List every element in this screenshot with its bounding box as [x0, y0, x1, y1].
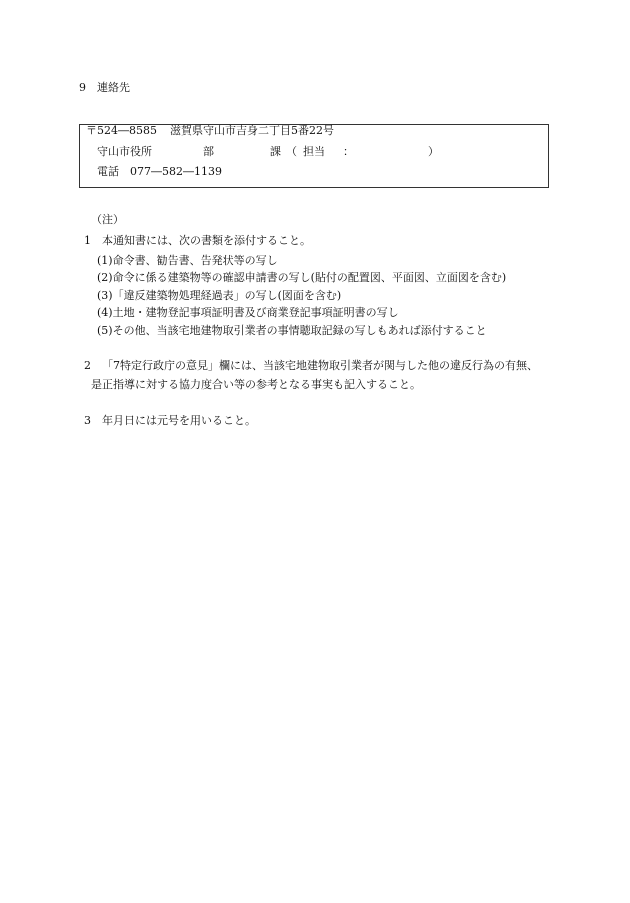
note-3-text: 年月日には元号を用いること。 — [102, 414, 256, 427]
note-3-number: 3 — [84, 414, 91, 427]
attachment-item-2: (2)命令に係る建築物等の確認申請書の写し(貼付の配置図、平面図、立面図を含む) — [97, 271, 507, 284]
note-2-line-1: 「7特定行政庁の意見」欄には、当該宅地建物取引業者が関与した他の違反行為の有無、 — [102, 359, 538, 372]
postal-code: 〒524―8585 — [86, 124, 157, 137]
organization-name: 守山市役所 — [97, 145, 152, 158]
section-label: 課 — [270, 145, 281, 158]
attachment-item-5: (5)その他、当該宅地建物取引業者の事情聴取記録の写しもあれば添付すること — [97, 324, 487, 337]
attachment-item-1: (1)命令書、勧告書、告発状等の写し — [97, 254, 278, 267]
attachment-item-3: (3)「違反建築物処理経過表」の写し(図面を含む) — [97, 289, 342, 302]
department-label: 部 — [203, 145, 214, 158]
notes-title: （注） — [91, 213, 124, 226]
paren-close: ） — [428, 145, 439, 158]
section-heading: 9 連絡先 — [79, 81, 130, 94]
note-1-number: 1 — [84, 234, 91, 247]
tanto-colon: ： — [343, 145, 354, 158]
attachment-item-4: (4)土地・建物登記事項証明書及び商業登記事項証明書の写し — [97, 306, 399, 319]
telephone: 電話 077―582―1139 — [97, 165, 222, 178]
paren-open: （ — [286, 145, 297, 158]
note-2-number: 2 — [84, 359, 91, 372]
address: 滋賀県守山市吉身二丁目5番22号 — [170, 124, 334, 137]
note-1-text: 本通知書には、次の書類を添付すること。 — [102, 234, 311, 247]
tanto-label: 担当 — [303, 145, 325, 158]
note-2-line-2: 是正指導に対する協力度合い等の参考となる事実も記入すること。 — [91, 378, 421, 391]
